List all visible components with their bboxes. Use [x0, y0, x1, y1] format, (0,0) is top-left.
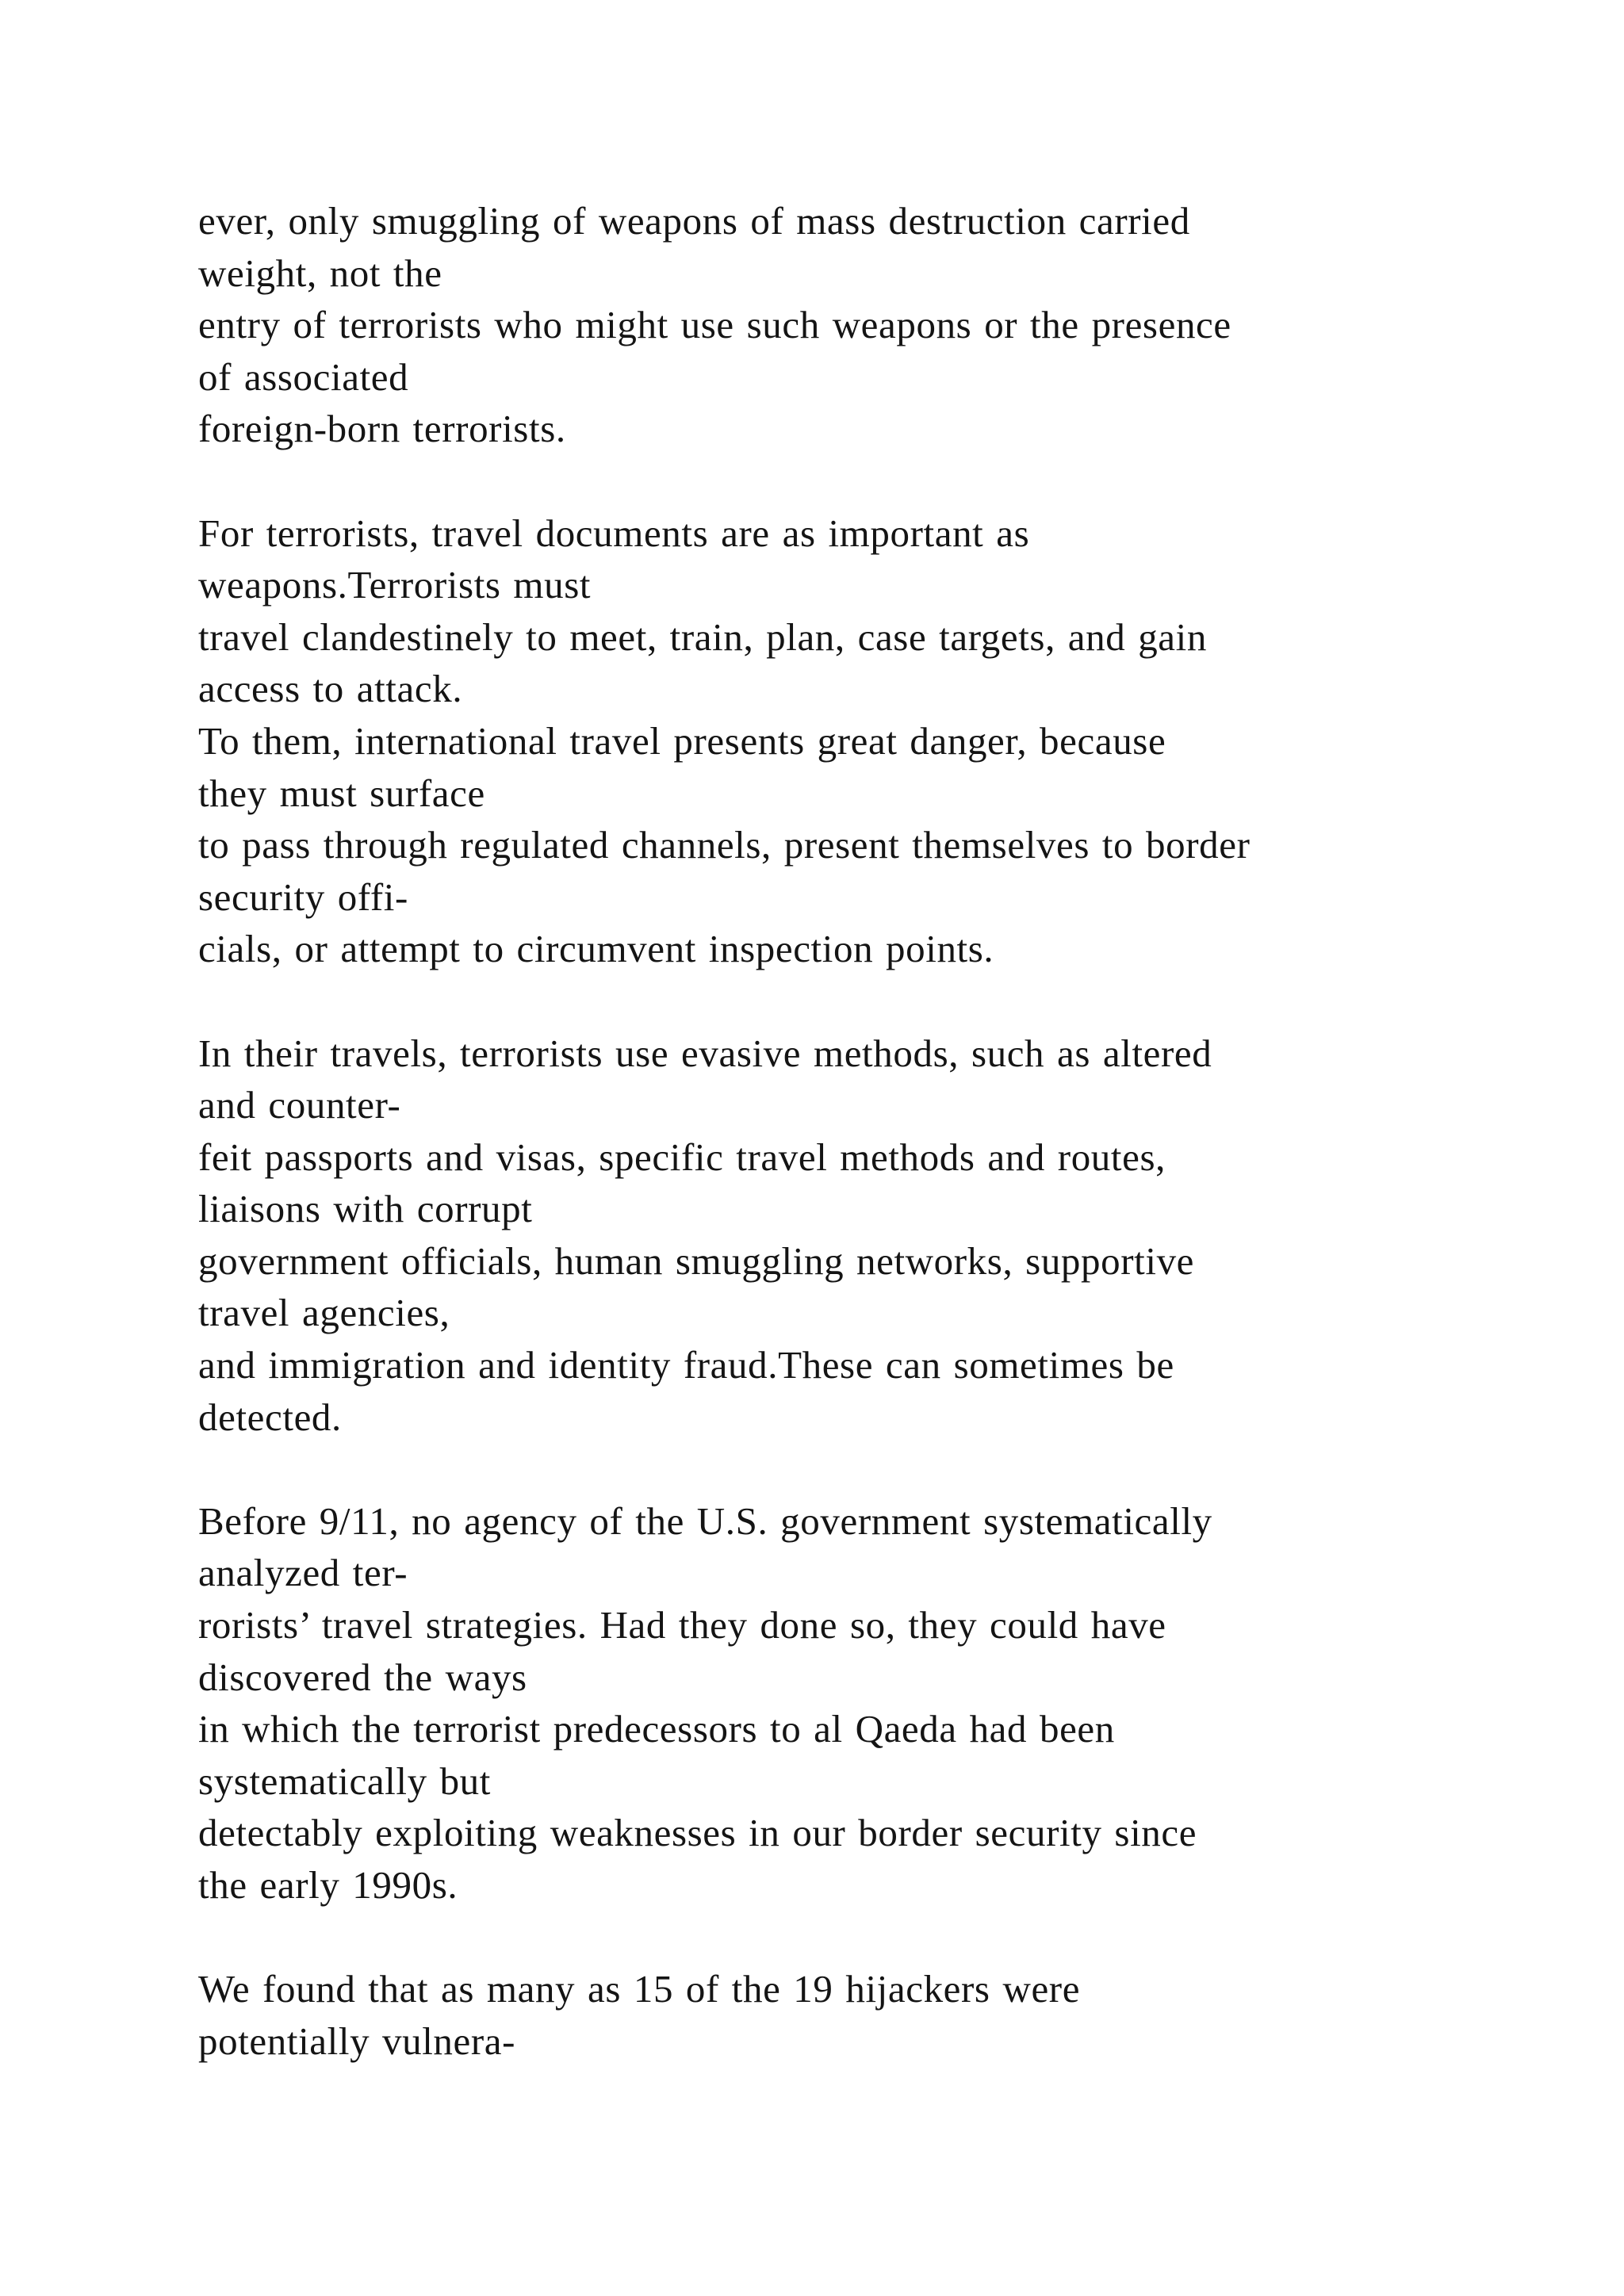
- document-body: [198, 195, 1546, 2067]
- text-line: To them, international travel presents great danger, because: [198, 718, 1166, 763]
- text-line: travel agencies,: [198, 1291, 450, 1335]
- text-line: cials, or attempt to circumvent inspection points.: [198, 927, 994, 971]
- paragraph-2: [198, 507, 1546, 975]
- text-line: access to attack.: [198, 667, 463, 711]
- text-line: feit passports and visas, specific travel methods and routes,: [198, 1135, 1166, 1179]
- text-line: discovered the ways: [198, 1655, 527, 1699]
- paragraph-3: [198, 1027, 1546, 1444]
- paragraph-gap: [198, 1443, 1546, 1495]
- text-line: and immigration and identity fraud.These can sometimes be: [198, 1343, 1174, 1387]
- text-line: weight, not the: [198, 251, 442, 295]
- text-line: For terrorists, travel documents are as important as: [198, 511, 1030, 555]
- text-line: potentially vulnera-: [198, 2019, 516, 2063]
- text-line: security offi-: [198, 874, 408, 919]
- paragraph-gap: [198, 975, 1546, 1027]
- text-line: in which the terrorist predecessors to al Qaeda had been: [198, 1707, 1115, 1751]
- text-line: the early 1990s.: [198, 1863, 458, 1907]
- text-line: rorists’ travel strategies. Had they done so, they could have: [198, 1603, 1166, 1647]
- text-line: systematically but: [198, 1758, 491, 1803]
- text-line: they must surface: [198, 771, 485, 815]
- text-line: In their travels, terrorists use evasive methods, such as altered: [198, 1031, 1212, 1075]
- text-line: detected.: [198, 1395, 342, 1439]
- text-line: liaisons with corrupt: [198, 1187, 533, 1231]
- text-line: ever, only smuggling of weapons of mass destruction carried: [198, 199, 1190, 243]
- paragraph-1: [198, 195, 1546, 455]
- text-line: government officials, human smuggling networks, supportive: [198, 1238, 1195, 1283]
- text-line: Before 9/11, no agency of the U.S. government systematically: [198, 1498, 1212, 1543]
- paragraph-5: [198, 1963, 1546, 2067]
- text-line: foreign-born terrorists.: [198, 407, 566, 451]
- text-line: to pass through regulated channels, present themselves to border: [198, 823, 1251, 867]
- text-line: travel clandestinely to meet, train, plan, case targets, and gain: [198, 614, 1207, 659]
- text-line: entry of terrorists who might use such weapons or the presence: [198, 303, 1231, 347]
- paragraph-gap: [198, 455, 1546, 507]
- text-line: detectably exploiting weaknesses in our border security since: [198, 1811, 1197, 1855]
- text-line: We found that as many as 15 of the 19 hijackers were: [198, 1967, 1081, 2011]
- text-line: analyzed ter-: [198, 1551, 408, 1595]
- paragraph-gap: [198, 1911, 1546, 1964]
- paragraph-4: [198, 1495, 1546, 1911]
- text-line: and counter-: [198, 1083, 401, 1127]
- text-line: of associated: [198, 354, 409, 399]
- text-line: weapons.Terrorists must: [198, 563, 592, 607]
